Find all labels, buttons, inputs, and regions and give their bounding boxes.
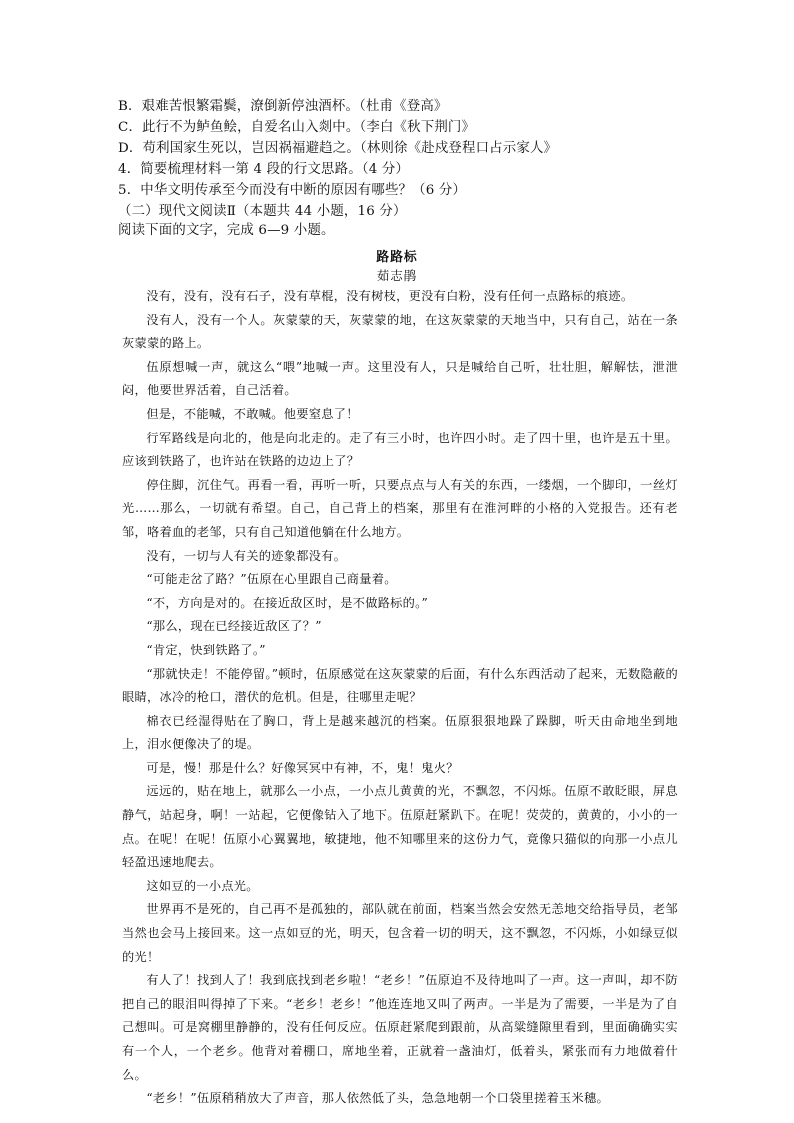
story-author: 茹志鹃 xyxy=(376,268,418,283)
option-d: D．苟利国家生死以，岂因祸福避趋之。（林则徐《赴戍登程口占示家人》 xyxy=(118,141,558,156)
story-paragraph: 没有，没有，没有石子，没有草棍，没有树枝，更没有白粉，没有任何一点路标的痕迹。 xyxy=(146,289,634,303)
section-instruction: 阅读下面的文字，完成 6—9 小题。 xyxy=(118,223,335,238)
story-paragraph: “肯定，快到铁路了。” xyxy=(146,642,266,657)
option-c: C．此行不为鲈鱼鲙，自爱名山入剡中。（李白《秋下荆门》 xyxy=(118,120,476,135)
story-paragraph: 有人了！找到人了！我到底找到老乡啦！“老乡！”伍原迫不及待地叫了一声。这一声叫，却不防把自己的眼泪叫得掉了下来。“老乡！老乡！”他连连地又叫了两声。一半是为了需要，一半是为了自己想叫。可是窝棚里静静的，没有任何反应。伍原赶紧爬到跟前，从高粱缝隙里看到，里面确确实实有一个人，一个老乡。他背对着棚口，席地坐着，正就着一盏油灯，低着头，紧张而有力地做着什么。 xyxy=(122,973,678,1082)
question-4: 4．简要梳理材料一第 4 段的行文思路。（4 分） xyxy=(118,162,410,177)
section-heading: （二）现代文阅读Ⅱ（本题共 44 小题，16 分） xyxy=(118,204,407,219)
story-body xyxy=(122,285,678,1111)
option-b: B．艰难苦恨繁霜鬓，潦倒新停浊酒杯。（杜甫《登高》 xyxy=(118,99,448,114)
story-paragraph: “可能走岔了路？”伍原在心里跟自己商量着。 xyxy=(146,572,397,587)
story-paragraph: “那就快走！不能停留。”顿时，伍原感觉在这灰蒙蒙的后面，有什么东西活动了起来，无数隐蔽的眼睛，冰冷的枪口，潜伏的危机。但是，往哪里走呢？ xyxy=(122,666,678,705)
story-paragraph: 行军路线是向北的，他是向北走的。走了有三小时，也许四小时。走了四十里，也许是五十里。应该到铁路了，也许站在铁路的边边上了？ xyxy=(122,430,678,469)
story-paragraph: 这如豆的一小点光。 xyxy=(146,878,259,893)
story-paragraph: 远远的，贴在地上，就那么一小点，一小点儿黄黄的光，不飘忽，不闪烁。伍原不敢眨眼，屏息静气，站起身，啊！一站起，它便像钻入了地下。伍原赶紧趴下。在呢！荧荧的，黄黄的，小小的一点。在呢！在呢！伍原小心翼翼地，敏捷地，他不知哪里来的这份力气，竟像只猫似的向那一小点儿轻盈迅速地爬去。 xyxy=(122,784,678,870)
story-paragraph: 世界再不是死的，自己再不是孤独的，部队就在前面，档案当然会安然无恙地交给指导员，老邹当然也会马上接回来。这一点如豆的光，明天，包含着一切的明天，这不飘忽，不闪烁，小如绿豆似的光！ xyxy=(122,902,678,964)
story-paragraph: 棉衣已经湿得贴在了胸口，背上是越来越沉的档案。伍原狠狠地跺了跺脚，听天由命地坐到地上，泪水便像决了的堤。 xyxy=(122,713,678,752)
story-paragraph: “老乡！”伍原稍稍放大了声音，那人依然低了头，急急地朝一个口袋里搓着玉米穗。 xyxy=(146,1091,610,1106)
story-paragraph: 没有人，没有一个人。灰蒙蒙的天，灰蒙蒙的地，在这灰蒙蒙的天地当中，只有自己，站在一条灰蒙蒙的路上。 xyxy=(122,312,678,351)
story-paragraph: 可是，慢！那是什么？好像冥冥中有神，不，鬼！鬼火？ xyxy=(146,760,459,775)
story-paragraph: “不，方向是对的。在接近敌区时，是不做路标的。” xyxy=(146,595,429,610)
story-paragraph: 但是，不能喊，不敢喊。他要窒息了！ xyxy=(146,406,359,421)
story-paragraph: 停住脚，沉住气。再看一看，再听一听，只要点点与人有关的东西，一缕烟，一个脚印，一丝灯光……那么，一切就有希望。自己，自己背上的档案，那里有在淮河畔的小格的入党报告。还有老邹，咯着血的老邹，只有自己知道他躺在什么地方。 xyxy=(122,477,678,539)
question-5: 5．中华文明传承至今而没有中断的原因有哪些？（6 分） xyxy=(118,183,467,198)
story-title: 路路标 xyxy=(376,250,418,265)
story-paragraph: 伍原想喊一声，就这么“喂”地喊一声。这里没有人，只是喊给自己听，壮壮胆，解解怯，泄泄闷，他要世界活着，自己活着。 xyxy=(122,359,678,398)
story-paragraph: 没有，一切与人有关的迹象都没有。 xyxy=(146,548,347,563)
story-paragraph: “那么，现在已经接近敌区了？” xyxy=(146,619,322,634)
